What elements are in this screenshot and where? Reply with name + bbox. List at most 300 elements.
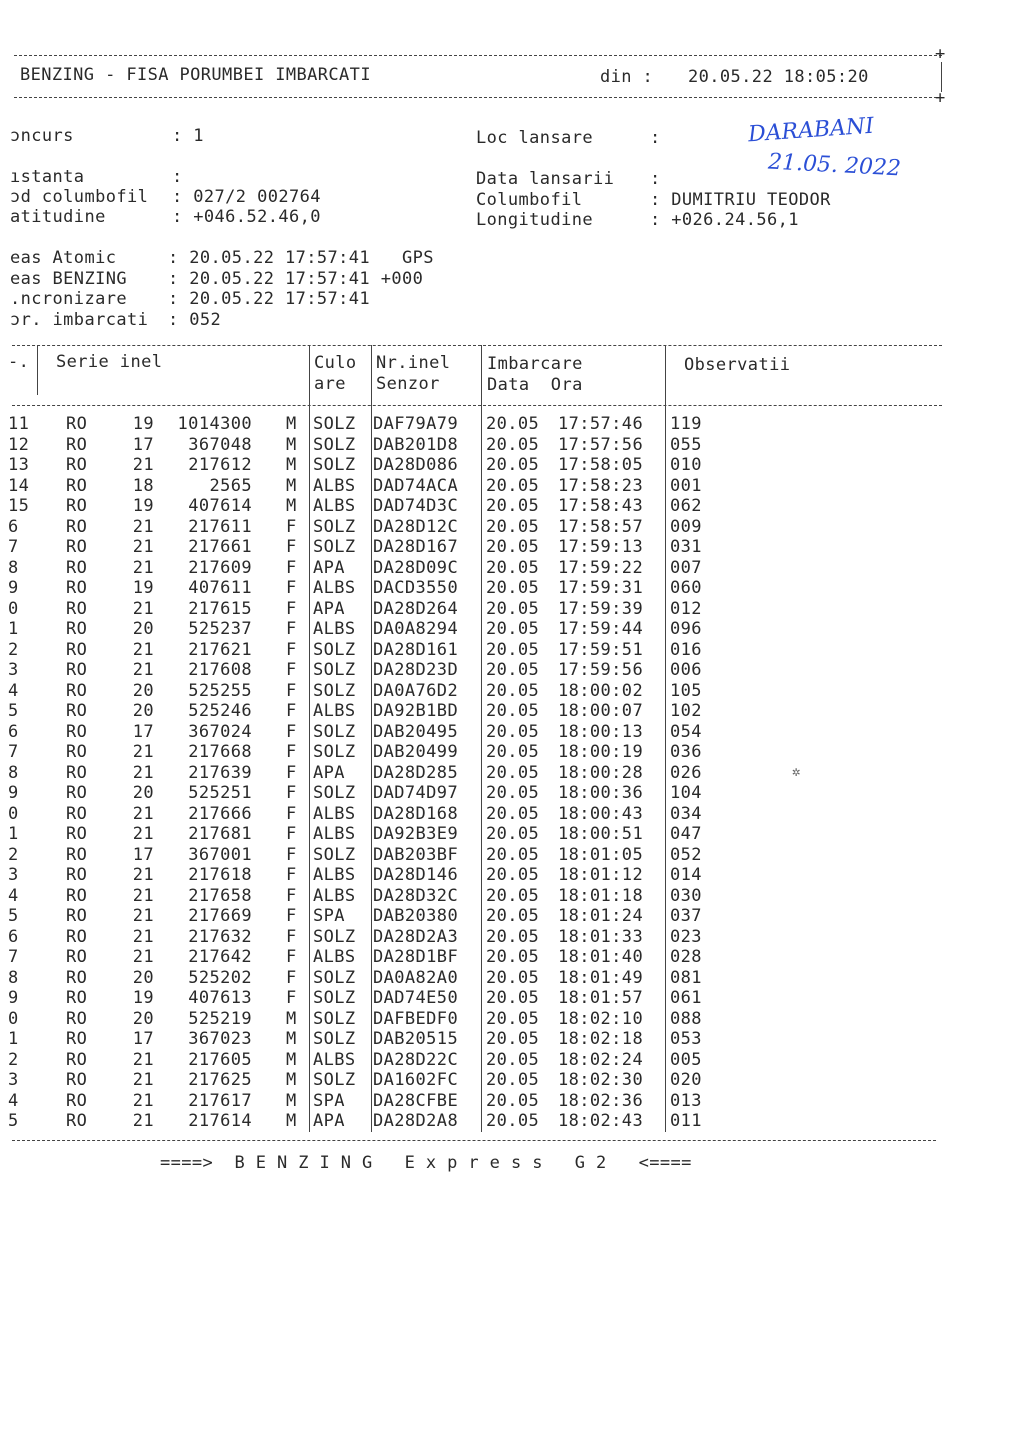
cell-sex: F (286, 701, 297, 721)
cell-year: 19 (132, 578, 154, 598)
cell-nr: 5 (8, 906, 19, 926)
table-row (0, 435, 720, 456)
cell-nr: 7 (8, 537, 19, 557)
cell-color: SOLZ (313, 967, 356, 988)
cell-sex: F (286, 639, 297, 660)
cell-color: ALBS (313, 578, 356, 598)
cell-observatii: 034 (670, 803, 702, 824)
cell-date: 20.05 (486, 844, 540, 865)
document-title: BENZING - FISA PORUMBEI IMBARCATI (20, 65, 371, 85)
cell-date: 20.05 (486, 414, 540, 434)
cell-nr: 9 (8, 578, 19, 598)
cell-date: 20.05 (486, 639, 540, 660)
table-row (0, 722, 720, 743)
cell-color: ALBS (313, 496, 356, 516)
cell-color: SOLZ (313, 721, 356, 742)
cell-country: RO (66, 1008, 88, 1029)
cell-ring: 217632 (188, 926, 252, 947)
columbofil-value: : DUMITRIU TEODOR (650, 190, 831, 210)
cell-time: 17:59:56 (558, 660, 644, 680)
cell-nr: 6 (8, 516, 19, 537)
col-nrinel-header-1: Nr.inel (376, 353, 451, 373)
cell-sex: F (286, 988, 297, 1008)
cell-sex: M (286, 1049, 297, 1070)
cell-ring: 217669 (188, 906, 252, 926)
cell-year: 21 (132, 639, 154, 660)
cell-country: RO (66, 475, 88, 496)
cell-date: 20.05 (486, 475, 540, 496)
cell-color: APA (313, 598, 345, 619)
cell-country: RO (66, 537, 88, 557)
cell-time: 18:00:36 (558, 783, 644, 803)
cell-year: 17 (132, 721, 154, 742)
cell-color: SOLZ (313, 516, 356, 537)
cell-sensor: DA28D168 (373, 803, 459, 824)
cell-ring: 217612 (188, 455, 252, 475)
cell-sex: F (286, 557, 297, 578)
col-culoare-header-1: Culo (314, 353, 357, 373)
table-row (0, 455, 720, 476)
table-row (0, 558, 720, 579)
table-bottom-rule (12, 1140, 936, 1141)
cell-ring: 525251 (188, 783, 252, 803)
cell-date: 20.05 (486, 701, 540, 721)
cell-observatii: 060 (670, 578, 702, 598)
cell-year: 19 (132, 414, 154, 434)
cell-year: 21 (132, 537, 154, 557)
cell-time: 18:01:18 (558, 885, 644, 906)
cell-sensor: DAF79A79 (373, 414, 459, 434)
cell-time: 18:01:05 (558, 844, 644, 865)
cell-date: 20.05 (486, 1111, 540, 1131)
cell-country: RO (66, 496, 88, 516)
cell-nr: 2 (8, 639, 19, 660)
cell-date: 20.05 (486, 516, 540, 537)
cell-nr: 13 (8, 455, 30, 475)
table-body (0, 414, 720, 1134)
cell-observatii: 096 (670, 619, 702, 639)
cell-time: 17:58:23 (558, 475, 644, 496)
cell-sex: F (286, 537, 297, 557)
table-row (0, 824, 720, 845)
cell-date: 20.05 (486, 1090, 540, 1111)
table-row (0, 742, 720, 763)
cell-sex: M (286, 1029, 297, 1049)
cell-observatii: 016 (670, 639, 702, 660)
cell-time: 18:00:19 (558, 742, 644, 762)
cell-country: RO (66, 414, 88, 434)
cell-observatii: 001 (670, 475, 702, 496)
cell-nr: 4 (8, 1090, 19, 1111)
cell-year: 20 (132, 783, 154, 803)
concurs-label: ɔncurs (10, 126, 74, 146)
cell-color: SPA (313, 1090, 345, 1111)
cell-country: RO (66, 947, 88, 967)
cell-sensor: DA0A76D2 (373, 680, 459, 701)
table-row (0, 1091, 720, 1112)
cell-observatii: 104 (670, 783, 702, 803)
loc-lansare-label: Loc lansare (476, 128, 593, 148)
cell-date: 20.05 (486, 721, 540, 742)
cell-year: 21 (132, 885, 154, 906)
cell-ring: 367048 (188, 434, 252, 455)
cell-time: 17:59:51 (558, 639, 644, 660)
cell-time: 18:01:49 (558, 967, 644, 988)
cell-observatii: 006 (670, 660, 702, 680)
cell-date: 20.05 (486, 762, 540, 783)
cell-sensor: DA28D285 (373, 762, 459, 783)
cell-year: 18 (132, 475, 154, 496)
table-row (0, 619, 720, 640)
cell-date: 20.05 (486, 578, 540, 598)
cell-ring: 1014300 (177, 414, 252, 434)
cell-observatii: 007 (670, 557, 702, 578)
col-observatii-header: Observatii (684, 355, 791, 375)
cell-observatii: 028 (670, 947, 702, 967)
cell-sensor: DAB203BF (373, 844, 459, 865)
cell-observatii: 088 (670, 1008, 702, 1029)
cell-year: 19 (132, 496, 154, 516)
table-row (0, 578, 720, 599)
cell-observatii: 011 (670, 1111, 702, 1131)
footer-banner: ====> B E N Z I N G E x p r e s s G 2 <==== (160, 1153, 692, 1173)
cell-ring: 217666 (188, 803, 252, 824)
cell-year: 20 (132, 619, 154, 639)
cell-nr: 0 (8, 1008, 19, 1029)
cell-nr: 9 (8, 988, 19, 1008)
cell-year: 20 (132, 1008, 154, 1029)
cell-country: RO (66, 516, 88, 537)
cell-year: 21 (132, 455, 154, 475)
cell-country: RO (66, 619, 88, 639)
cell-date: 20.05 (486, 557, 540, 578)
cell-year: 21 (132, 557, 154, 578)
header-plus-right-bottom: + (935, 88, 946, 108)
cell-sex: M (286, 414, 297, 434)
cell-observatii: 037 (670, 906, 702, 926)
cell-date: 20.05 (486, 660, 540, 680)
cell-nr: 8 (8, 967, 19, 988)
col-imbarcare-header-1: Imbarcare (487, 354, 583, 374)
cell-year: 21 (132, 762, 154, 783)
cell-time: 17:57:56 (558, 434, 644, 455)
cell-color: ALBS (313, 1049, 356, 1070)
cell-nr: 8 (8, 557, 19, 578)
cell-sensor: DA92B1BD (373, 701, 459, 721)
cell-sex: F (286, 578, 297, 598)
cell-date: 20.05 (486, 988, 540, 1008)
header-bottom-rule (14, 97, 942, 98)
cell-observatii: 119 (670, 414, 702, 434)
cell-observatii: 062 (670, 496, 702, 516)
cell-nr: 3 (8, 1070, 19, 1090)
cell-color: SOLZ (313, 434, 356, 455)
cell-sex: F (286, 762, 297, 783)
cell-sex: F (286, 947, 297, 967)
cell-observatii: 026 (670, 762, 702, 783)
cell-sensor: DA28D23D (373, 660, 459, 680)
cell-sensor: DAB20495 (373, 721, 459, 742)
cell-country: RO (66, 1111, 88, 1131)
cell-nr: 4 (8, 680, 19, 701)
cell-time: 18:02:18 (558, 1029, 644, 1049)
cell-color: APA (313, 557, 345, 578)
cell-ring: 525219 (188, 1008, 252, 1029)
cell-sensor: DA28D161 (373, 639, 459, 660)
cell-country: RO (66, 434, 88, 455)
cell-sensor: DA92B3E9 (373, 824, 459, 844)
cell-nr: 4 (8, 885, 19, 906)
cell-observatii: 054 (670, 721, 702, 742)
cell-sex: F (286, 721, 297, 742)
cell-year: 21 (132, 598, 154, 619)
cell-nr: 2 (8, 1049, 19, 1070)
columbofil-label: Columbofil (476, 190, 583, 210)
cell-sex: M (286, 1090, 297, 1111)
cell-nr: 8 (8, 762, 19, 783)
cell-color: ALBS (313, 824, 356, 844)
ink-speck: ✲ (792, 764, 801, 780)
cell-year: 20 (132, 701, 154, 721)
table-header-bottom-rule (12, 405, 942, 406)
cell-color: SOLZ (313, 455, 356, 475)
cell-nr: 12 (8, 434, 30, 455)
cell-color: ALBS (313, 803, 356, 824)
cell-country: RO (66, 742, 88, 762)
cell-country: RO (66, 803, 88, 824)
ceas-benzing-label: eas BENZING (10, 269, 127, 289)
cell-time: 18:01:12 (558, 865, 644, 885)
cell-color: SOLZ (313, 1029, 356, 1049)
cell-sex: F (286, 803, 297, 824)
table-row (0, 599, 720, 620)
table-top-rule (12, 345, 942, 346)
cell-time: 18:00:07 (558, 701, 644, 721)
cell-sensor: DA0A8294 (373, 619, 459, 639)
ceas-benzing-value: : 20.05.22 17:57:41 +000 (168, 269, 424, 289)
header-top-rule (14, 55, 942, 56)
cell-time: 18:02:30 (558, 1070, 644, 1090)
cell-observatii: 105 (670, 680, 702, 701)
cell-sex: F (286, 783, 297, 803)
cell-year: 21 (132, 742, 154, 762)
data-lansarii-value: : (650, 169, 661, 189)
cell-time: 17:58:43 (558, 496, 644, 516)
cell-sex: M (286, 434, 297, 455)
cell-ring: 217608 (188, 660, 252, 680)
cell-date: 20.05 (486, 1029, 540, 1049)
cell-sensor: DA28D264 (373, 598, 459, 619)
cell-nr: 1 (8, 824, 19, 844)
col-nr-header: -. (8, 352, 30, 372)
cell-ring: 525246 (188, 701, 252, 721)
col-serie-header: Serie inel (56, 352, 163, 372)
cell-nr: 3 (8, 865, 19, 885)
cell-sex: F (286, 885, 297, 906)
cell-nr: 15 (8, 496, 30, 516)
cell-country: RO (66, 967, 88, 988)
cell-country: RO (66, 1090, 88, 1111)
cell-observatii: 010 (670, 455, 702, 475)
table-row (0, 763, 720, 784)
cell-observatii: 014 (670, 865, 702, 885)
cell-country: RO (66, 988, 88, 1008)
cell-color: SOLZ (313, 742, 356, 762)
cell-observatii: 036 (670, 742, 702, 762)
cell-ring: 407614 (188, 496, 252, 516)
cell-ring: 217642 (188, 947, 252, 967)
cell-country: RO (66, 455, 88, 475)
cell-ring: 367023 (188, 1029, 252, 1049)
cell-nr: 0 (8, 803, 19, 824)
cell-nr: 5 (8, 1111, 19, 1131)
col-culoare-header-2: are (314, 374, 346, 394)
cell-nr: 5 (8, 701, 19, 721)
cell-year: 21 (132, 947, 154, 967)
cell-time: 18:00:28 (558, 762, 644, 783)
cell-sensor: DAD74D3C (373, 496, 459, 516)
cell-ring: 217615 (188, 598, 252, 619)
cell-year: 21 (132, 1090, 154, 1111)
cell-ring: 217668 (188, 742, 252, 762)
cell-observatii: 055 (670, 434, 702, 455)
cell-color: SOLZ (313, 844, 356, 865)
cell-time: 17:59:44 (558, 619, 644, 639)
longitudine-value: : +026.24.56,1 (650, 210, 799, 230)
cell-year: 21 (132, 516, 154, 537)
cell-sensor: DA1602FC (373, 1070, 459, 1090)
cell-observatii: 081 (670, 967, 702, 988)
cell-date: 20.05 (486, 926, 540, 947)
cell-date: 20.05 (486, 1070, 540, 1090)
sincronizare-label: .ncronizare (10, 289, 127, 309)
cell-ring: 367024 (188, 721, 252, 742)
cell-sensor: DAB20380 (373, 906, 459, 926)
cell-date: 20.05 (486, 537, 540, 557)
cell-sensor: DA28D146 (373, 865, 459, 885)
cell-observatii: 005 (670, 1049, 702, 1070)
cell-country: RO (66, 721, 88, 742)
cell-time: 18:02:43 (558, 1111, 644, 1131)
longitudine-label: Longitudine (476, 210, 593, 230)
cell-color: SPA (313, 906, 345, 926)
nr-imbarcati-label: ɔr. imbarcati (10, 310, 149, 330)
cell-color: SOLZ (313, 414, 356, 434)
table-row (0, 906, 720, 927)
cell-ring: 217617 (188, 1090, 252, 1111)
cell-year: 21 (132, 926, 154, 947)
cell-country: RO (66, 926, 88, 947)
cell-date: 20.05 (486, 1008, 540, 1029)
cell-nr: 6 (8, 926, 19, 947)
concurs-value: : 1 (172, 126, 204, 146)
cell-time: 17:58:57 (558, 516, 644, 537)
cell-ring: 217618 (188, 865, 252, 885)
cell-observatii: 013 (670, 1090, 702, 1111)
cod-columbofil-label: ɔd columbofil (10, 187, 149, 207)
cell-color: SOLZ (313, 639, 356, 660)
cell-country: RO (66, 1029, 88, 1049)
cell-color: ALBS (313, 701, 356, 721)
cell-color: APA (313, 762, 345, 783)
handwritten-date: 21.05. 2022 (767, 149, 902, 182)
cell-date: 20.05 (486, 967, 540, 988)
cell-sensor: DA28D22C (373, 1049, 459, 1070)
cell-observatii: 052 (670, 844, 702, 865)
cell-observatii: 023 (670, 926, 702, 947)
cell-date: 20.05 (486, 598, 540, 619)
cell-observatii: 012 (670, 598, 702, 619)
cell-nr: 14 (8, 475, 30, 496)
cell-country: RO (66, 865, 88, 885)
table-row (0, 1070, 720, 1091)
cell-sex: F (286, 865, 297, 885)
cell-nr: 6 (8, 721, 19, 742)
cell-date: 20.05 (486, 803, 540, 824)
cell-country: RO (66, 1070, 88, 1090)
header-plus-right-top: + (935, 44, 946, 64)
cell-sensor: DA28D1BF (373, 947, 459, 967)
divider-nr (37, 345, 38, 395)
cell-country: RO (66, 824, 88, 844)
cell-nr: 3 (8, 660, 19, 680)
cell-ring: 217609 (188, 557, 252, 578)
table-row (0, 476, 720, 497)
cell-country: RO (66, 844, 88, 865)
cell-year: 21 (132, 824, 154, 844)
cell-sensor: DA28D086 (373, 455, 459, 475)
cell-color: SOLZ (313, 1070, 356, 1090)
cod-columbofil-value: : 027/2 002764 (172, 187, 321, 207)
cell-year: 21 (132, 660, 154, 680)
cell-sensor: DA0A82A0 (373, 967, 459, 988)
cell-ring: 2565 (209, 475, 252, 496)
cell-date: 20.05 (486, 865, 540, 885)
cell-sex: M (286, 496, 297, 516)
cell-country: RO (66, 762, 88, 783)
cell-year: 21 (132, 803, 154, 824)
cell-date: 20.05 (486, 906, 540, 926)
cell-ring: 217621 (188, 639, 252, 660)
cell-sensor: DA28D2A3 (373, 926, 459, 947)
col-nrinel-header-2: Senzor (376, 374, 440, 394)
table-row (0, 988, 720, 1009)
cell-ring: 525255 (188, 680, 252, 701)
cell-country: RO (66, 783, 88, 803)
handwritten-place: DARABANI (747, 113, 875, 148)
cell-date: 20.05 (486, 496, 540, 516)
cell-color: SOLZ (313, 988, 356, 1008)
cell-ring: 217639 (188, 762, 252, 783)
cell-nr: 7 (8, 742, 19, 762)
table-row (0, 845, 720, 866)
cell-sensor: DAD74E50 (373, 988, 459, 1008)
cell-ring: 217614 (188, 1111, 252, 1131)
cell-nr: 1 (8, 1029, 19, 1049)
cell-ring: 525202 (188, 967, 252, 988)
cell-country: RO (66, 701, 88, 721)
cell-date: 20.05 (486, 947, 540, 967)
cell-sex: F (286, 516, 297, 537)
cell-sex: M (286, 1070, 297, 1090)
cell-time: 17:59:22 (558, 557, 644, 578)
cell-country: RO (66, 1049, 88, 1070)
cell-sensor: DA28D32C (373, 885, 459, 906)
cell-sensor: DA28CFBE (373, 1090, 459, 1111)
cell-sex: F (286, 742, 297, 762)
cell-sensor: DA28D2A8 (373, 1111, 459, 1131)
cell-country: RO (66, 906, 88, 926)
